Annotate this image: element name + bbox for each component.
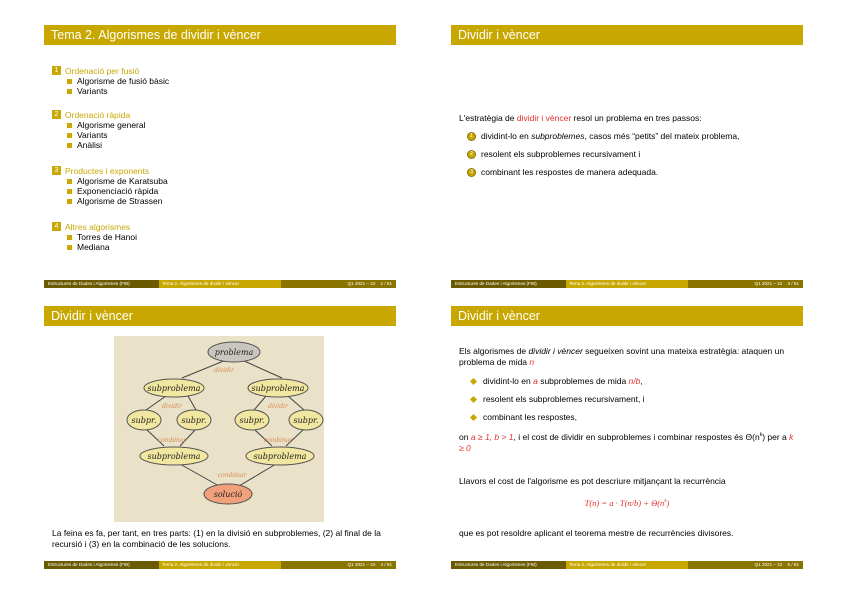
section-name: Ordenació per fusió xyxy=(65,65,140,76)
slide-title: Dividir i vèncer xyxy=(451,306,803,326)
square-bullet-icon xyxy=(67,133,72,138)
diagram-annotation: dividir xyxy=(214,367,234,374)
diagram-label: subproblema xyxy=(147,384,201,393)
slide-title: Tema 2. Algorismes de dividir i vèncer xyxy=(44,25,396,45)
slide-1 xyxy=(44,25,396,288)
section-number: 2 xyxy=(52,110,61,119)
step-item: 1 dividint-lo en subproblemes, casos més “petits” del mateix problema, xyxy=(467,131,739,142)
diagram-label: subproblema xyxy=(147,452,201,461)
diamond-bullet-icon xyxy=(470,414,477,421)
numbered-ball-icon: 1 xyxy=(467,132,476,141)
toc-item[interactable]: Variants xyxy=(52,130,146,140)
divide-and-conquer-diagram-image xyxy=(114,336,324,522)
diagram-label: subproblema xyxy=(253,452,307,461)
list-item: combinant les respostes, xyxy=(469,412,577,423)
square-bullet-icon xyxy=(67,143,72,148)
section-name: Ordenació ràpida xyxy=(65,109,131,120)
paragraph-4: que es pot resoldre aplicant el teorema mestre de recurrències divisores. xyxy=(459,528,734,538)
toc-item[interactable]: Algorisme de Karatsuba xyxy=(52,176,168,186)
slide-footer: Estructures de Dades i Algorismes (FIB) Tema 2. Algorismes de dividir i vèncer Q1 2021 – 22 5 / 81 xyxy=(451,561,803,569)
toc-section-1[interactable] xyxy=(52,65,169,96)
list-item: dividint-lo en a subproblemes de mida n/b, xyxy=(469,376,643,387)
caption-text: La feina es fa, per tant, en tres parts: (1) en la divisió en subproblemes, (2) al final de la recursió i (3) en la combinació de les solucions. xyxy=(52,528,381,549)
slide-4 xyxy=(451,306,803,569)
diagram-label: subpr. xyxy=(131,416,157,425)
diamond-bullet-icon xyxy=(470,396,477,403)
diagram-label: subproblema xyxy=(251,384,305,393)
slide-footer: Estructures de Dades i Algorismes (FIB) Tema 2. Algorismes de dividir i vèncer Q1 2021 – 22 4 / 81 xyxy=(44,561,396,569)
toc-item[interactable]: Mediana xyxy=(52,242,137,252)
paragraph-1: Els algorismes de dividir i vèncer segueixen sovint una mateixa estratègia: ataquen un problema de mida n xyxy=(459,346,785,367)
diagram-label: problema xyxy=(214,348,254,357)
toc-section-4[interactable] xyxy=(52,221,137,252)
toc-item[interactable]: Torres de Hanoi xyxy=(52,232,137,242)
square-bullet-icon xyxy=(67,123,72,128)
diagram-annotation: dividir xyxy=(162,403,182,410)
square-bullet-icon xyxy=(67,189,72,194)
toc-item[interactable]: Variants xyxy=(52,86,169,96)
section-name: Altres algorismes xyxy=(65,221,131,232)
numbered-ball-icon: 2 xyxy=(467,150,476,159)
step-item: 3 combinant les respostes de manera adequada. xyxy=(467,167,658,178)
toc-item[interactable]: Anàlisi xyxy=(52,140,146,150)
section-number: 4 xyxy=(52,222,61,231)
section-number: 1 xyxy=(52,66,61,75)
diagram-label: subpr. xyxy=(293,416,319,425)
square-bullet-icon xyxy=(67,199,72,204)
diagram-annotation: dividir xyxy=(268,403,288,410)
diagram-annotation: combinar xyxy=(157,437,187,444)
numbered-ball-icon: 3 xyxy=(467,168,476,177)
diagram-label: subpr. xyxy=(239,416,265,425)
section-number: 3 xyxy=(52,166,61,175)
slide-footer: Estructures de Dades i Algorismes (FIB) Tema 2. Algorismes de dividir i vèncer Q1 2021 – 22 2 / 81 xyxy=(44,280,396,288)
toc-section-2[interactable] xyxy=(52,109,146,150)
diagram-annotation: combinar xyxy=(263,437,293,444)
slide-3 xyxy=(44,306,396,569)
list-item: resolent els subproblemes recursivament, i xyxy=(469,394,645,405)
diagram-label: solució xyxy=(213,490,243,499)
slide-footer: Estructures de Dades i Algorismes (FIB) Tema 2. Algorismes de dividir i vèncer Q1 2021 – 22 3 / 81 xyxy=(451,280,803,288)
diagram-label: subpr. xyxy=(181,416,207,425)
recurrence-formula: $T(n) = a \cdot T(n/b) + \Theta(n^k)$ xyxy=(584,498,670,508)
slide-2 xyxy=(451,25,803,288)
toc-item[interactable]: Algorisme general xyxy=(52,120,146,130)
toc-item[interactable]: Algorisme de fusió bàsic xyxy=(52,76,169,86)
intro-text: L'estratègia de dividir i vèncer resol un problema en tres passos: xyxy=(459,113,702,123)
square-bullet-icon xyxy=(67,235,72,240)
paragraph-3: Llavors el cost de l'algorisme es pot descriure mitjançant la recurrència xyxy=(459,476,726,486)
square-bullet-icon xyxy=(67,179,72,184)
paragraph-2: on a ≥ 1, b > 1, i el cost de dividir en subproblemes i combinar respostes és $\Theta(n^k)$ per a k ≥ 0 xyxy=(459,431,794,453)
toc-item[interactable]: Exponenciació ràpida xyxy=(52,186,168,196)
toc-item[interactable]: Algorisme de Strassen xyxy=(52,196,168,206)
section-name: Productes i exponents xyxy=(65,165,150,176)
slide-title: Dividir i vèncer xyxy=(451,25,803,45)
diagram-annotation: combinar xyxy=(217,472,247,479)
slide-title: Dividir i vèncer xyxy=(44,306,396,326)
diamond-bullet-icon xyxy=(470,378,477,385)
square-bullet-icon xyxy=(67,79,72,84)
square-bullet-icon xyxy=(67,245,72,250)
toc-section-3[interactable] xyxy=(52,165,168,206)
step-item: 2 resolent els subproblemes recursivament i xyxy=(467,149,640,160)
square-bullet-icon xyxy=(67,89,72,94)
